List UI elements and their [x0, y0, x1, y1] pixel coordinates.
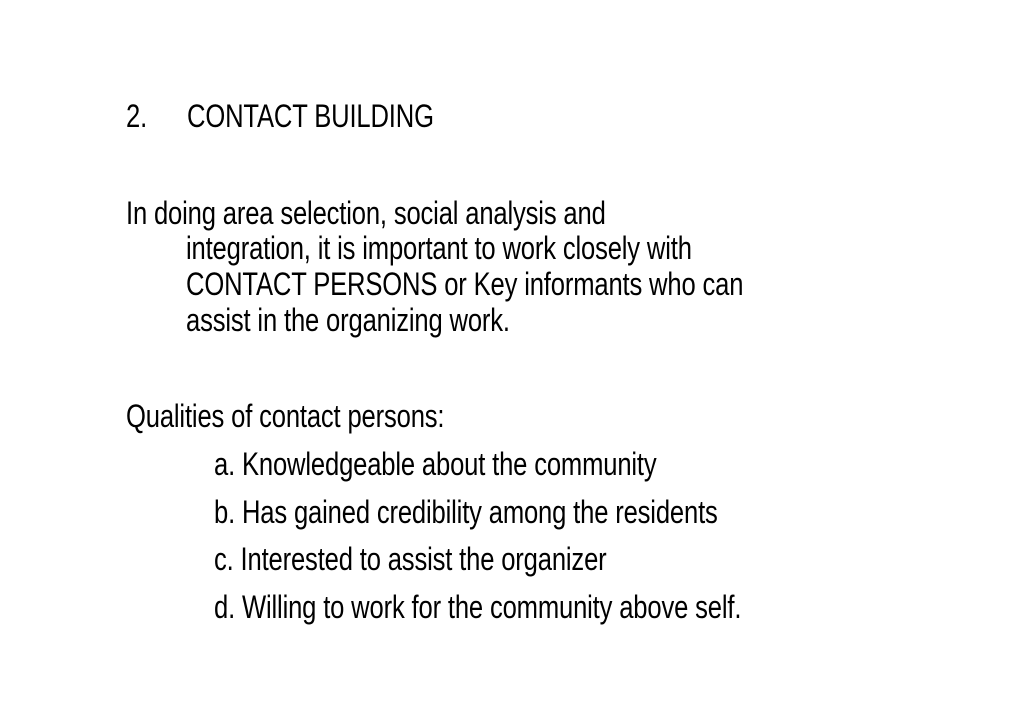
- quality-item: c. Interested to assist the organizer: [214, 541, 607, 577]
- quality-item: b. Has gained credibility among the residents: [214, 494, 718, 530]
- quality-item: a. Knowledgeable about the community: [214, 446, 657, 482]
- paragraph-line: CONTACT PERSONS or Key informants who can: [186, 266, 744, 302]
- qualities-heading: Qualities of contact persons:: [126, 398, 445, 434]
- paragraph-line: In doing area selection, social analysis and: [126, 195, 606, 231]
- section-number: 2.: [126, 98, 148, 134]
- quality-item: d. Willing to work for the community above self.: [214, 589, 742, 625]
- section-title: CONTACT BUILDING: [187, 98, 434, 134]
- paragraph-line: integration, it is important to work closely with: [186, 230, 692, 266]
- paragraph-line: assist in the organizing work.: [186, 302, 510, 338]
